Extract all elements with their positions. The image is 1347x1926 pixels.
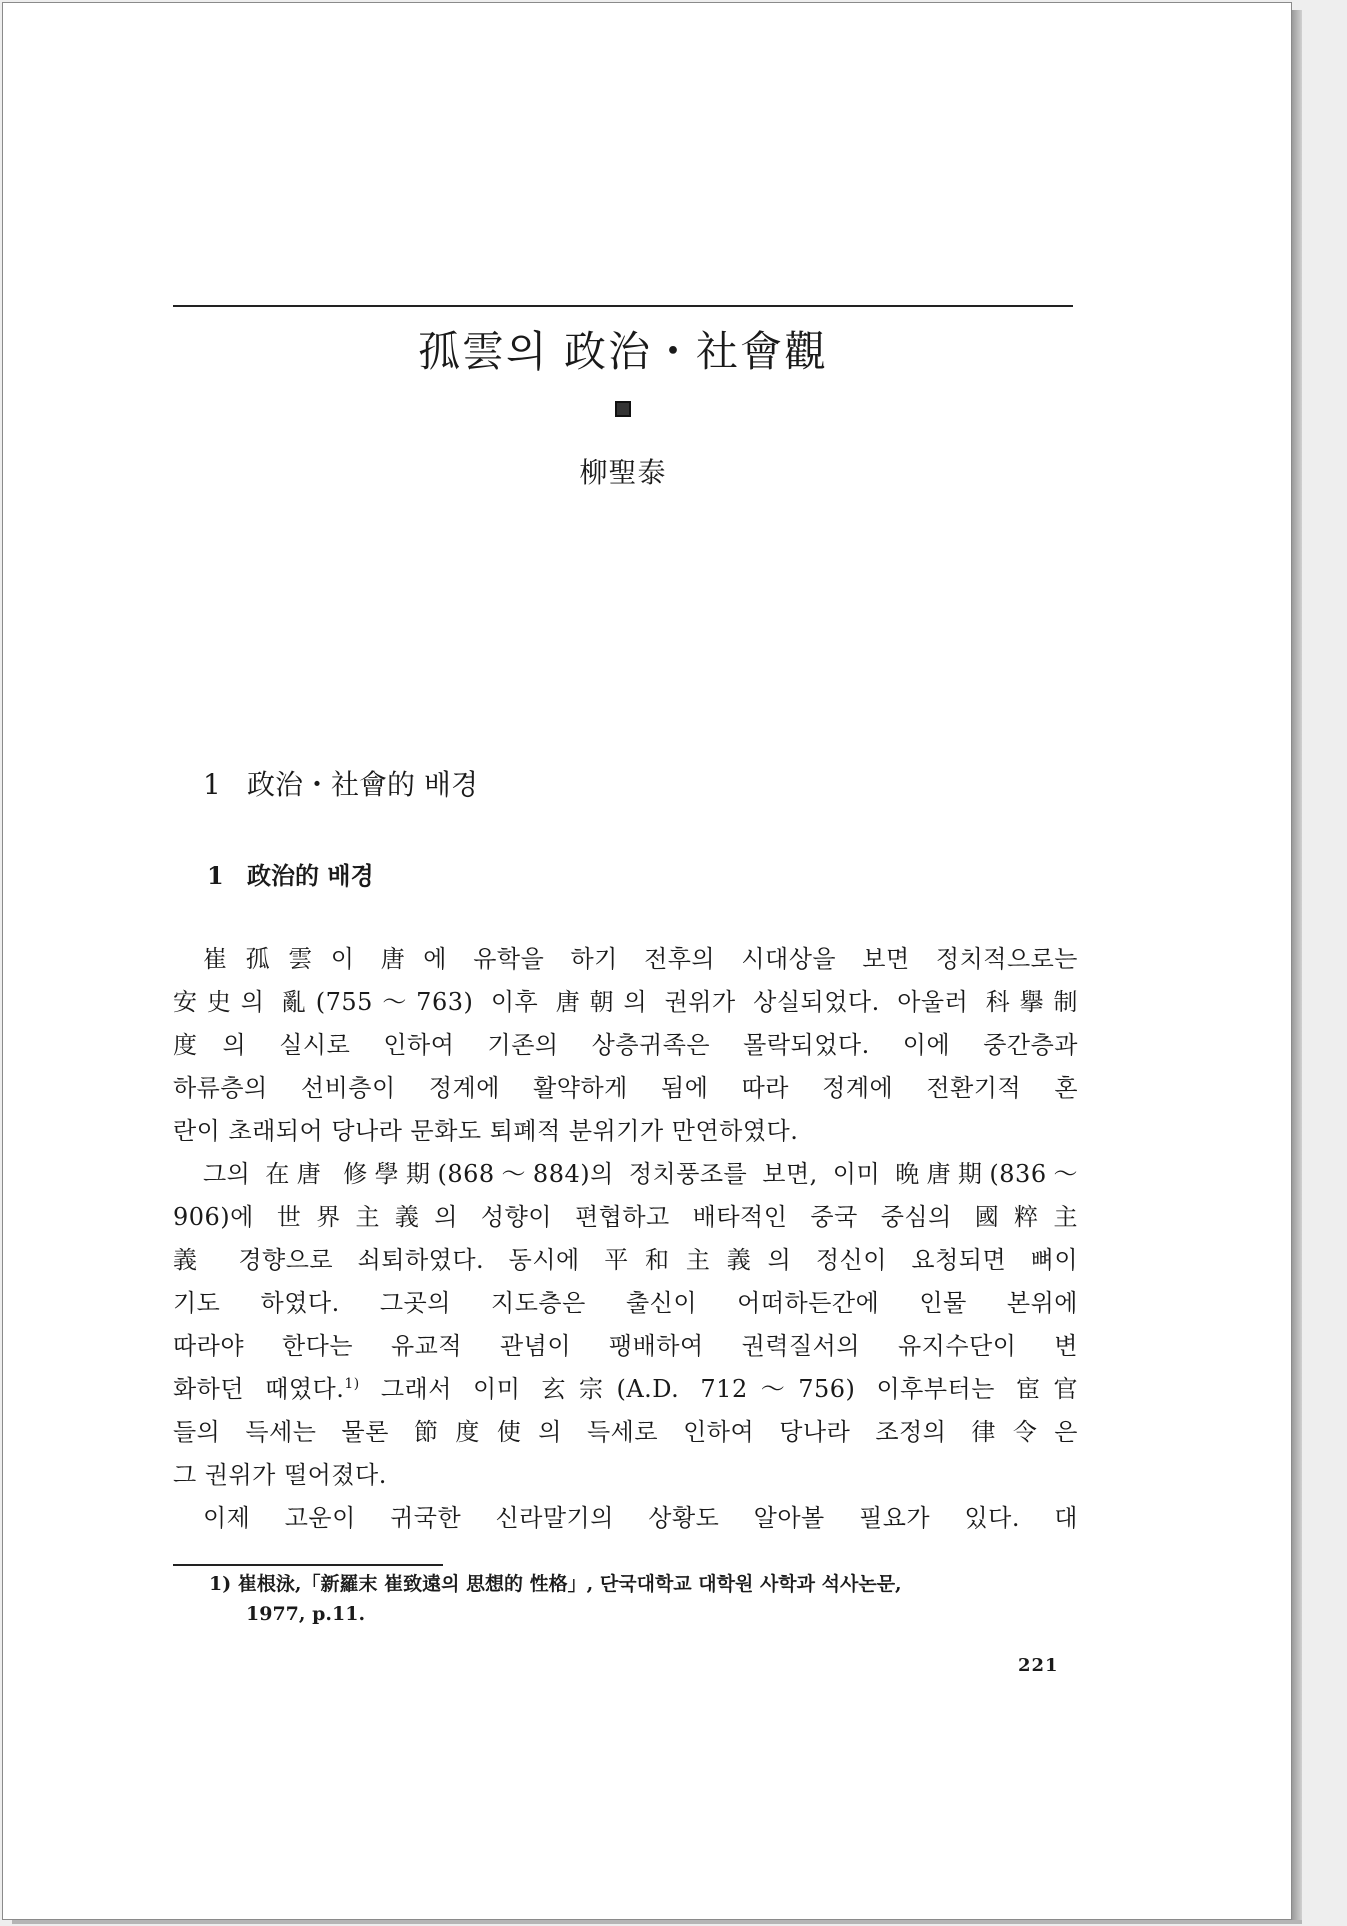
body-line: 이제 고운이 귀국한 신라말기의 상황도 알아볼 필요가 있다. 대: [203, 1504, 1078, 1532]
body-line-part: 그래서 이미 玄宗(A.D. 712～756) 이후부터는 宦官: [359, 1375, 1078, 1403]
footnote-ref: 1): [344, 1376, 360, 1392]
subsection-number: 1: [207, 861, 224, 890]
subsection-title: 政治的 배경: [247, 861, 374, 890]
body-line: 安史의 亂(755～763) 이후 唐朝의 권위가 상실되었다. 아울러 科擧制: [173, 988, 1078, 1016]
body-line: 란이 초래되어 당나라 문화도 퇴폐적 분위기가 만연하였다.: [173, 1117, 799, 1145]
body-line-part: 화하던 때였다.: [173, 1375, 345, 1403]
section-number: 1: [203, 768, 221, 801]
page-shadow: [1292, 10, 1302, 1920]
section-heading: [203, 763, 478, 803]
footnote-rule: [173, 1564, 443, 1566]
footnote-line: 1977, p.11.: [246, 1603, 366, 1625]
title-square-mark-icon: [615, 401, 631, 417]
footnote-line: [209, 1569, 1077, 1599]
body-line: 義 경향으로 쇠퇴하였다. 동시에 平和主義의 정신이 요청되면 뼈이: [173, 1246, 1078, 1274]
body-line: 그의 在唐 修學期(868～884)의 정치풍조를 보면, 이미 晩唐期(836～: [203, 1160, 1078, 1188]
body-line: 906)에 世界主義의 성향이 편협하고 배타적인 중국 중심의 國粹主: [173, 1203, 1078, 1231]
section-title: 政治・社會的 배경: [247, 768, 478, 801]
body-line-with-footnote: [173, 1368, 1078, 1411]
body-line: 기도 하였다. 그곳의 지도층은 출신이 어떠하든간에 인물 본위에: [173, 1289, 1078, 1317]
body-line: 들의 득세는 물론 節度使의 득세로 인하여 당나라 조정의 律令은: [173, 1418, 1078, 1446]
footnote-text: 崔根泳,「新羅末 崔致遠의 思想的 性格」, 단국대학교 대학원 사학과 석사논문,: [237, 1573, 902, 1595]
subsection-heading: [207, 856, 374, 891]
title-top-rule: [173, 305, 1073, 307]
page-number: 221: [1018, 1655, 1059, 1676]
body-line: 崔孤雲이 唐에 유학을 하기 전후의 시대상을 보면 정치적으로는: [203, 945, 1078, 973]
body-text: [173, 938, 1078, 1540]
article-title: 孤雲의 政治・社會觀: [418, 327, 828, 376]
footnote: [209, 1569, 1077, 1629]
footnote-marker: 1): [209, 1573, 232, 1595]
article-author: 柳聖泰: [579, 456, 667, 489]
body-line: 그 권위가 떨어졌다.: [173, 1461, 387, 1489]
body-line: 하류층의 선비층이 정계에 활약하게 됨에 따라 정계에 전환기적 혼: [173, 1074, 1078, 1102]
body-line: 따라야 한다는 유교적 관념이 팽배하여 권력질서의 유지수단이 변: [173, 1332, 1078, 1360]
document-page: [2, 2, 1292, 1920]
body-line: 度의 실시로 인하여 기존의 상층귀족은 몰락되었다. 이에 중간층과: [173, 1031, 1078, 1059]
page-shadow-bottom: [12, 1920, 1302, 1924]
